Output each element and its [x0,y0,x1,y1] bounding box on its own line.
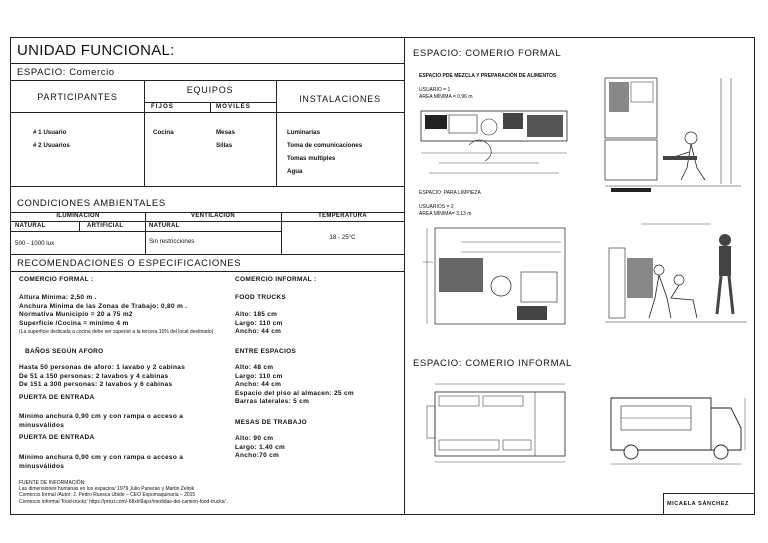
food-line: Ancho: 44 cm [235,328,282,336]
temperature-value: 18 - 25°C [329,234,356,241]
kitchen-plan-drawing [419,103,569,183]
unit-title: UNIDAD FUNCIONAL: [17,42,175,59]
informal-title: COMERCIO INFORMAL : [235,276,317,283]
food-truck-plan-drawing [419,378,581,470]
entre-line: Alto: 48 cm [235,364,274,371]
fig2-info [419,204,471,217]
installation-item: Agua [287,168,303,175]
fig2-area: ÁREA MÍNIMA= 3.13 m [419,210,472,217]
source-line: Las dimensiones humanas en los espacios/ 1979 Julio Panerao y Martin Zelnik [19,486,195,493]
door-line: Mínimo anchura 0,90 cm y con rampa o acceso a [19,454,184,461]
natural-vent-header: NATURAL [149,223,180,229]
formal-line: Normativa Municipio = 20 a 75 m2 [19,311,133,319]
entre-line: Barras laterales: 5 cm [235,398,310,406]
source-line: Comercio formal /Autor: J. Pedro Ruesca Ubide – CEO Expomaquinaria – 2015 [19,492,196,499]
door-line: minusválidos [19,421,65,429]
food-trucks-specs [235,311,283,337]
fig2-title: ESPACIO: PARA LIMPIEZA [419,190,481,196]
temperature-header: TEMPERATURA [318,213,367,219]
door-specs-1 [19,413,183,430]
equipment-header: EQUIPOS [186,85,234,95]
door-line: Mínimo anchura 0,90 cm y con rampa o acceso a [19,413,184,420]
ventilation-value: Sin restricciones [149,238,195,245]
source-line: Comercio informal 'food-trucks' https://prezi.com/-68xlrl9ajsr/medidas-del-camion-food-trucks/ . [19,498,229,505]
formal-line: Anchura Mínima de las Zonas de Trabajo: 0,80 m . [19,302,188,310]
installation-item: Tomas multiples [287,155,336,162]
installations-list [287,126,362,178]
between-spaces-specs [235,364,354,407]
mobile-list [216,126,235,152]
fig1-users: USUARIO = 1 [419,87,451,93]
fixed-item: Cocina [153,129,174,136]
banos-title: BAÑOS SEGÚN AFORO [25,348,104,355]
fig1-area: ÁREA MÍNIMA = 0.96 m [419,93,473,100]
banos-line: De 51 a 150 personas: 2 lavabos y 4 cabinas [19,372,169,380]
mesas-line: Largo: 1.40 cm [235,443,286,451]
cleaning-plan-drawing [421,222,573,334]
cleaning-section-drawing [601,218,751,330]
recs-title: RECOMENDACIONES O ESPECIFICACIONES [17,258,242,269]
right-panel [405,38,754,514]
fig2-users: USUARIOS = 2 [419,204,454,210]
door-title-2: PUERTA DE ENTRADA [19,434,95,441]
between-spaces-title: ENTRE ESPACIOS [235,348,297,355]
lux-value: 500 - 1000 lux [15,240,55,247]
fixed-list [153,126,174,139]
fixed-header: FIJOS [151,103,174,110]
mobile-item: Mesas [216,129,235,136]
food-line: Alto: 185 cm [235,311,278,318]
drawing-sheet [10,37,755,515]
fig1-title: ESPACIO PDE MEZCLA Y PREPARACIÓN DE ALIMENTOS [419,73,557,79]
installation-item: Luminarias [287,129,321,136]
formal-line: Superficie /Cocina = mínimo 4 m [19,319,129,327]
mesas-line: Ancho:70 cm [235,452,280,460]
author-name: MICAELA SÁNCHEZ [667,501,729,507]
participant-1: # 1 Usuario [33,129,67,136]
formal-space-title: ESPACIO: COMERIO FORMAL [413,48,562,59]
sources [19,480,228,505]
ventilation-header: VENTILACION [191,213,235,219]
banos-specs [19,364,185,390]
work-tables-specs [235,435,285,461]
fig1-info [419,87,473,100]
banos-line: De 151 a 300 personas: 2 lavabos y 6 cabinas [19,381,173,389]
banos-line: Hasta 50 personas de aforo: 1 lavabo y 2 cabinas [19,364,186,371]
installation-item: Toma de comunicaciones [287,142,363,149]
ambient-title: CONDICIONES AMBIENTALES [17,198,166,209]
mobile-item: Sillas [216,142,233,149]
installations-header: INSTALACIONES [299,94,381,104]
left-panel [11,38,405,514]
work-tables-title: MESAS DE TRABAJO [235,419,307,426]
kitchen-section-drawing [601,68,749,196]
door-title-1: PUERTA DE ENTRADA [19,394,95,401]
formal-note: (La superficie dedicada a cocina debe ser superior a la tercera 10% del local destinado) [19,329,214,335]
participant-2: # 2 Usuarios [33,142,70,149]
food-truck-elevation-drawing [601,378,751,470]
door-line: minusválidos [19,462,65,470]
natural-light-header: NATURAL [15,223,46,229]
artificial-light-header: ARTIFICIAL [87,223,124,229]
food-trucks-title: FOOD TRUCKS [235,294,286,301]
participants-header: PARTICIPANTES [37,92,118,102]
food-line: Largo: 110 cm [235,319,283,327]
space-label: ESPACIO: Comercio [17,67,115,78]
door-specs-2 [19,454,183,471]
entre-line: Largo: 110 cm [235,372,283,380]
formal-specs [19,294,219,328]
source-title: FUENTE DE INFORMACIÓN: [19,480,86,486]
informal-space-title: ESPACIO: COMERIO INFORMAL [413,358,572,369]
lighting-header: ILUMINACION [56,213,100,219]
entre-line: Espacio del piso al almacen: 25 cm [235,389,354,397]
mobile-header: MOVILES [216,103,251,110]
entre-line: Ancho: 44 cm [235,381,282,389]
formal-line: Altura Mínima: 2,50 m . [19,294,97,301]
formal-title: COMERCIO FORMAL : [19,276,94,283]
participants-list [33,126,70,152]
mesas-line: Alto: 90 cm [235,435,274,442]
